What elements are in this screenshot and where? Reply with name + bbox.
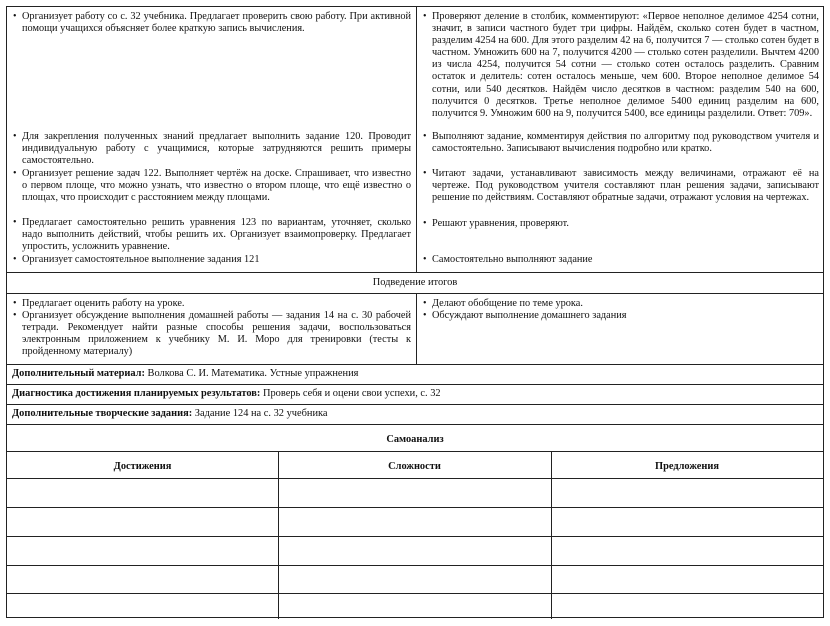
creative-tasks-text: Задание 124 на с. 32 учебника	[192, 408, 328, 419]
creative-tasks-label: Дополнительные творческие задания:	[12, 408, 193, 419]
extra-material-text: Волкова С. И. Математика. Устные упражнения	[144, 368, 359, 379]
teacher-activity-item: • Организует работу со с. 32 учебника. Предлагает проверить свою работу. При активной помощи учащихся объясняет более краткую запись вычисления.	[11, 11, 411, 35]
student-activity-item: • Решают уравнения, проверяют.	[421, 218, 819, 230]
self-analysis-header-proposals: Предложения	[655, 461, 719, 472]
self-analysis-grid-line	[7, 593, 823, 594]
teacher-activity-item: • Предлагает самостоятельно решить уравнения 123 по вариантам, уточняет, сколько надо выполнить действий, чтобы решить их. Организует взаимопроверку. Предлагает упростить, усложнить уравнение.	[11, 217, 411, 253]
student-activity-item: • Самостоятельно выполняют задание	[421, 254, 819, 266]
self-analysis-grid-line	[7, 536, 823, 537]
teacher-activity-item: • Для закрепления полученных знаний предлагает выполнить задание 120. Проводит индивидуальную работу с учащимися, которые затрудняются решить примеры самостоятельно.	[11, 131, 411, 167]
extra-material-row	[7, 365, 823, 385]
self-analysis-table	[7, 452, 823, 619]
student-activity-column	[421, 7, 819, 272]
teacher-activity-column	[11, 7, 411, 272]
student-activity-item: • Выполняют задание, комментируя действия по алгоритму под руководством учителя и самостоятельно. Записывают вычисления подробно или кратко.	[421, 131, 819, 155]
lesson-activities-row	[7, 7, 823, 273]
summary-section-title	[7, 273, 823, 294]
self-analysis-grid-line	[7, 478, 823, 479]
self-analysis-grid-line	[7, 565, 823, 566]
summary-row	[7, 294, 823, 365]
self-analysis-title-text: Самоанализ	[386, 434, 444, 445]
self-analysis-title	[7, 425, 823, 452]
teacher-activity-item: • Организует самостоятельное выполнение задания 121	[11, 254, 411, 266]
summary-student-item: • Делают обобщение по теме урока.	[421, 298, 819, 310]
creative-tasks-row	[7, 405, 823, 425]
diagnostics-text: Проверь себя и оцени свои успехи, с. 32	[260, 388, 441, 399]
self-analysis-header-difficulties: Сложности	[388, 461, 441, 472]
summary-teacher-item: • Организует обсуждение выполнения домашней работы — задания 14 на с. 30 рабочей тетради. Рекомендует найти разные способы решения задачи, воспользоваться электронным приложением к учебнику М. И. Моро для тренировки (тесты к пройденному материалу)	[11, 310, 411, 358]
extra-material-label: Дополнительный материал:	[12, 368, 145, 379]
self-analysis-grid-line	[7, 507, 823, 508]
teacher-activity-item: • Организует решение задач 122. Выполняет чертёж на доске. Спрашивает, что известно о первом площе, что можно узнать, что известно о втором площе, что ещё известно о площах, что происходит с расстоянием между площами.	[11, 168, 411, 204]
summary-student-item: • Обсуждают выполнение домашнего задания	[421, 310, 819, 322]
student-activity-item: • Читают задачи, устанавливают зависимость между величинами, отражают её на чертеже. Под руководством учителя составляют план решения задачи, записывают решение по действиям. Составляют обратные задачи, отражают условия на чертежах.	[421, 168, 819, 204]
lesson-plan-table	[6, 6, 824, 618]
self-analysis-header-achievements: Достижения	[113, 461, 172, 472]
summary-teacher-column	[11, 294, 411, 364]
diagnostics-row	[7, 385, 823, 405]
summary-student-column	[421, 294, 819, 364]
summary-teacher-item: • Предлагает оценить работу на уроке.	[11, 298, 411, 310]
summary-title-text: Подведение итогов	[372, 277, 458, 288]
diagnostics-label: Диагностика достижения планируемых результатов:	[12, 388, 261, 399]
student-activity-item: • Проверяют деление в столбик, комментируют: «Первое неполное делимое 4254 сотни, значит, в записи частного будет три цифры. Найдём, сколько сотен будет в частном, разделим 4254 на 600. Для этого разделим 42 на 6, получится 7 — столько сотен будет в частном. Умножить 600 на 7, получится 4200 — столько сотен разделили. Вычтем 4200 из числа 4254, получится 54 сотни — столько сотен осталось разделить. Сравним остаток и делитель: сотен осталось меньше, чем 600. Второе неполное делимое 54 сотни, или 540 десятков. Найдём число десятков в частном: разделим 540 на 600, получится 0 десятков. Третье неполное делимое 5400 единиц разделим на 600, получится 9. Умножим 600 на 9, получится 5400, все единицы разделили. Ответ: 709».	[421, 11, 819, 120]
